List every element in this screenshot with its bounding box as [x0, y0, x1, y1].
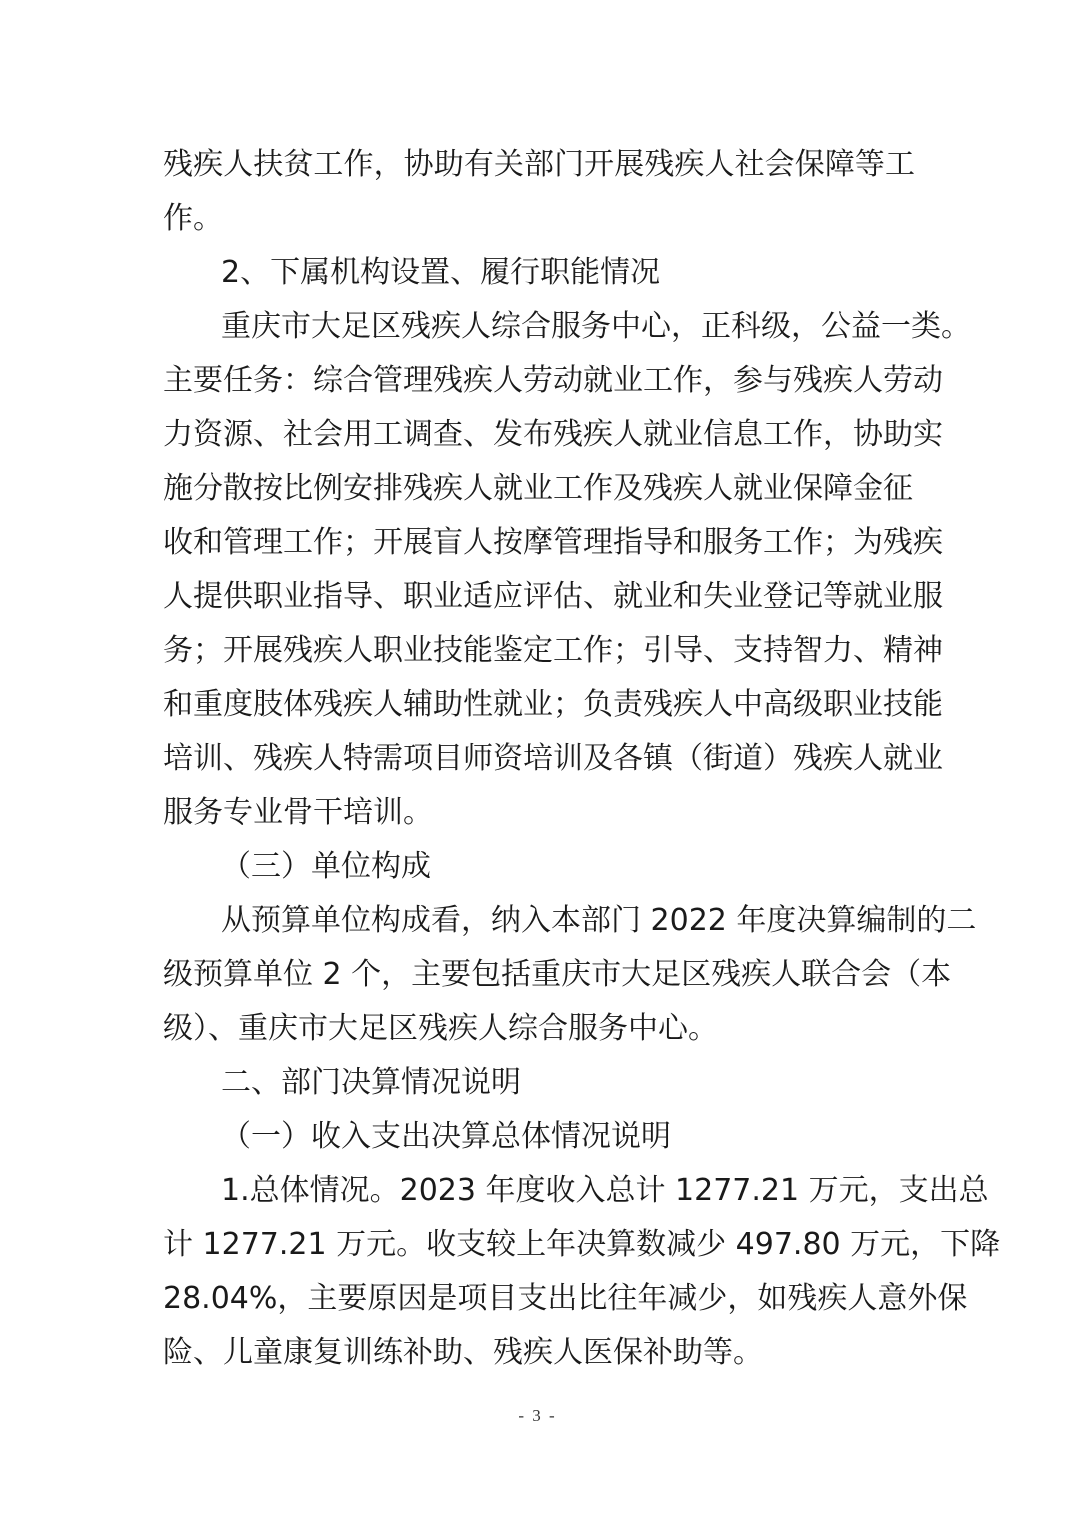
text-line: 务；开展残疾人职业技能鉴定工作；引导、支持智力、精神 [163, 633, 943, 668]
text-line: 力资源、社会用工调查、发布残疾人就业信息工作，协助实 [163, 417, 943, 452]
text-line: 主要任务：综合管理残疾人劳动就业工作，参与残疾人劳动 [163, 363, 943, 398]
text-line: 险、儿童康复训练补助、残疾人医保补助等。 [163, 1335, 763, 1370]
section-heading: （一）收入支出决算总体情况说明 [221, 1119, 671, 1154]
section-heading: （三）单位构成 [221, 849, 431, 884]
text-line: 和重度肢体残疾人辅助性就业；负责残疾人中高级职业技能 [163, 687, 943, 722]
text-line: 培训、残疾人特需项目师资培训及各镇（街道）残疾人就业 [163, 741, 943, 776]
text-line: 残疾人扶贫工作，协助有关部门开展残疾人社会保障等工 [163, 147, 915, 182]
section-heading: 2、下属机构设置、履行职能情况 [221, 255, 661, 290]
text-line: 收和管理工作；开展盲人按摩管理指导和服务工作；为残疾 [163, 525, 943, 560]
text-line: 重庆市大足区残疾人综合服务中心，正科级，公益一类。 [221, 309, 971, 344]
text-line: 服务专业骨干培训。 [163, 795, 433, 830]
text-line: 级预算单位 2 个，主要包括重庆市大足区残疾人联合会（本 [163, 957, 952, 992]
text-line: 人提供职业指导、职业适应评估、就业和失业登记等就业服 [163, 579, 943, 614]
text-line: 作。 [163, 201, 223, 236]
text-line: 计 1277.21 万元。收支较上年决算数减少 497.80 万元，下降 [163, 1227, 1001, 1262]
body-text [163, 138, 1001, 1380]
page-number: - 3 - [518, 1406, 557, 1425]
text-line: 1.总体情况。2023 年度收入总计 1277.21 万元，支出总 [221, 1173, 989, 1208]
text-line: 28.04%，主要原因是项目支出比往年减少，如残疾人意外保 [163, 1281, 968, 1316]
section-heading: 二、部门决算情况说明 [221, 1065, 521, 1100]
text-line: 施分散按比例安排残疾人就业工作及残疾人就业保障金征 [163, 471, 913, 506]
text-line: 从预算单位构成看，纳入本部门 2022 年度决算编制的二 [221, 903, 977, 938]
text-line: 级）、重庆市大足区残疾人综合服务中心。 [163, 1011, 718, 1046]
